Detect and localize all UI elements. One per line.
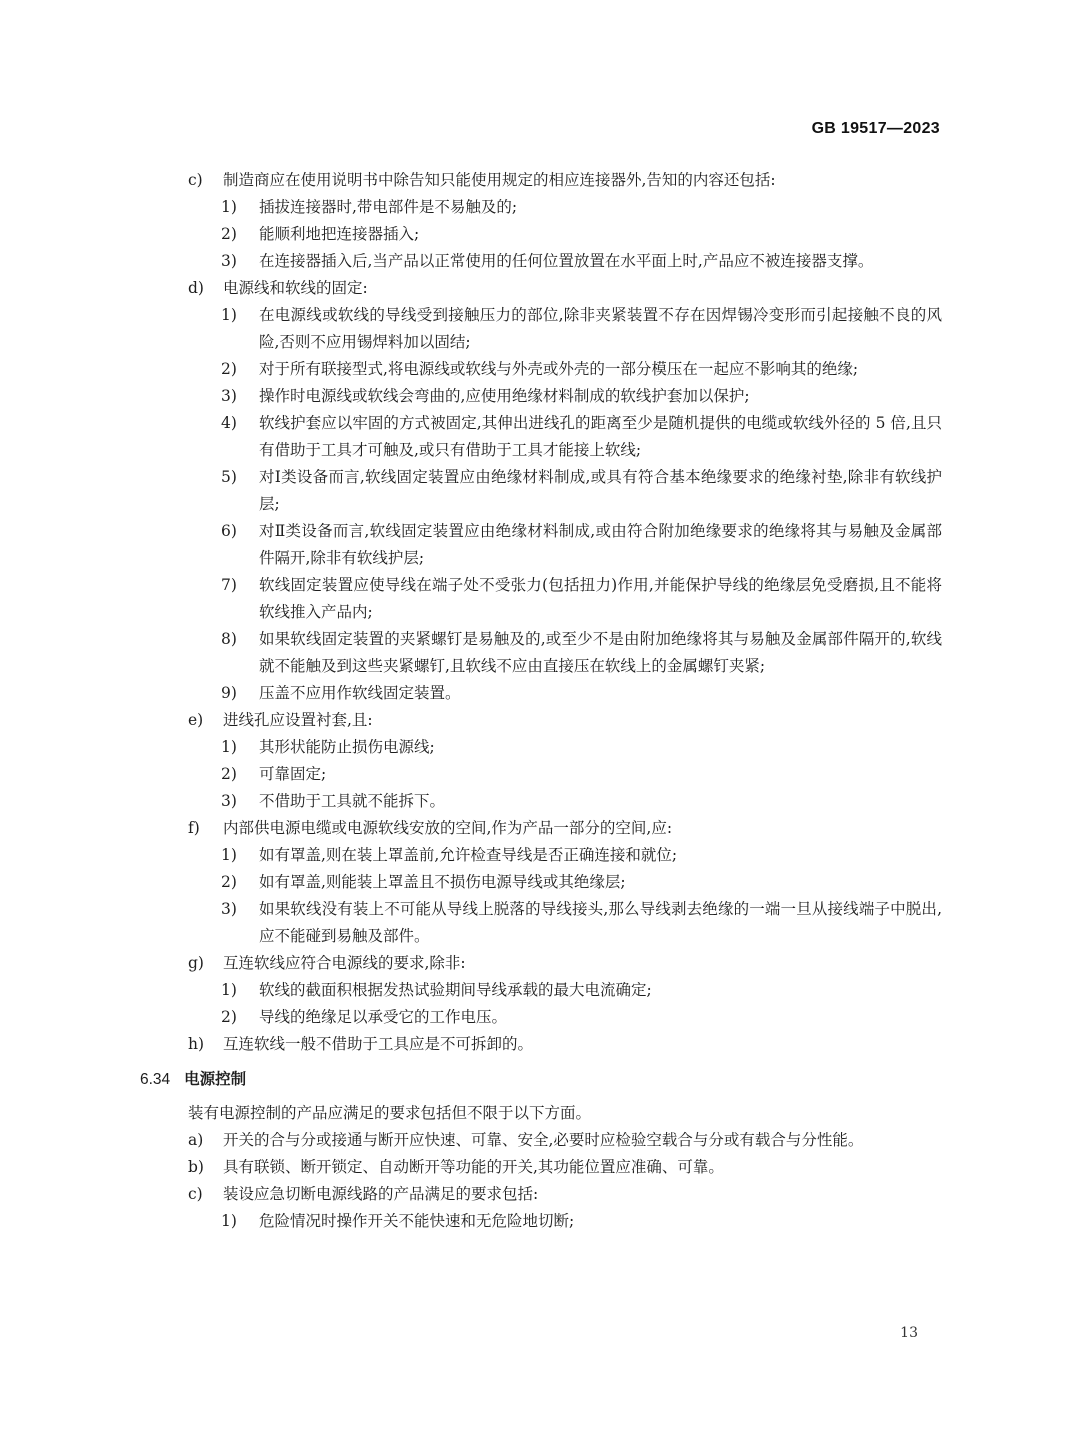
sub-item-label: 5) <box>221 468 237 486</box>
sub-item-text: 在连接器插入后,当产品以正常使用的任何位置放置在水平面上时,产品应不被连接器支撑。 <box>259 252 874 270</box>
sub-item <box>140 383 942 410</box>
item-text: 互连软线一般不借助于工具应是不可拆卸的。 <box>223 1035 534 1053</box>
sub-item-text: 可靠固定; <box>259 765 327 783</box>
sub-item-text: 软线护套应以牢固的方式被固定,其伸出进线孔的距离至少是随机提供的电缆或软线外径的 5 倍,且只有借助于工具才可触及,或只有借助于工具才能接上软线; <box>259 414 942 459</box>
list-item-c <box>140 1181 942 1208</box>
item-label: a) <box>188 1131 204 1149</box>
sub-item <box>140 1004 942 1031</box>
sub-item-label: 6) <box>221 522 237 540</box>
item-label: f) <box>188 819 200 837</box>
sub-item-label: 3) <box>221 252 237 270</box>
sub-item-label: 2) <box>221 1008 237 1026</box>
sub-item-label: 7) <box>221 576 237 594</box>
sub-item-text: 对Ⅰ类设备而言,软线固定装置应由绝缘材料制成,或具有符合基本绝缘要求的绝缘衬垫,除非有软线护层; <box>259 468 942 513</box>
item-text: 电源线和软线的固定: <box>223 279 368 297</box>
sub-item-label: 1) <box>221 198 237 216</box>
sub-item <box>140 464 942 518</box>
list-item-a <box>140 1127 942 1154</box>
sub-item <box>140 869 942 896</box>
section-number: 6.34 <box>140 1071 171 1088</box>
sub-item-text: 如果软线固定装置的夹紧螺钉是易触及的,或至少不是由附加绝缘将其与易触及金属部件隔开的,软线就不能触及到这些夹紧螺钉,且软线不应由直接压在软线上的金属螺钉夹紧; <box>259 630 942 675</box>
sub-item-label: 1) <box>221 1212 237 1230</box>
sub-item-label: 3) <box>221 792 237 810</box>
sub-item <box>140 977 942 1004</box>
sub-item-text: 软线固定装置应使导线在端子处不受张力(包括扭力)作用,并能保护导线的绝缘层免受磨损,且不能将软线推入产品内; <box>259 576 942 621</box>
sub-item <box>140 788 942 815</box>
item-text: 互连软线应符合电源线的要求,除非: <box>223 954 466 972</box>
sub-item <box>140 734 942 761</box>
sub-item <box>140 221 942 248</box>
sub-item-label: 2) <box>221 873 237 891</box>
list-item-e <box>140 707 942 734</box>
sub-item-label: 2) <box>221 765 237 783</box>
list-item-f <box>140 815 942 842</box>
item-text: 装设应急切断电源线路的产品满足的要求包括: <box>223 1185 539 1203</box>
sub-item-text: 导线的绝缘足以承受它的工作电压。 <box>259 1008 508 1026</box>
sub-item-label: 2) <box>221 360 237 378</box>
sub-item-text: 如有罩盖,则能装上罩盖且不损伤电源导线或其绝缘层; <box>259 873 626 891</box>
standard-number: GB 19517—2023 <box>811 120 940 137</box>
sub-item-label: 9) <box>221 684 237 702</box>
sub-item-label: 1) <box>221 738 237 756</box>
sub-item <box>140 1208 942 1235</box>
sub-item <box>140 518 942 572</box>
sub-item <box>140 896 942 950</box>
sub-item-text: 对Ⅱ类设备而言,软线固定装置应由绝缘材料制成,或由符合附加绝缘要求的绝缘将其与易触及金属部件隔开,除非有软线护层; <box>259 522 942 567</box>
page-number: 13 <box>900 1325 918 1341</box>
sub-item <box>140 302 942 356</box>
list-item-b <box>140 1154 942 1181</box>
sub-item-text: 操作时电源线或软线会弯曲的,应使用绝缘材料制成的软线护套加以保护; <box>259 387 750 405</box>
sub-item <box>140 194 942 221</box>
sub-item-label: 3) <box>221 900 237 918</box>
sub-item-text: 不借助于工具就不能拆下。 <box>259 792 446 810</box>
item-label: b) <box>188 1158 204 1176</box>
sub-item-text: 对于所有联接型式,将电源线或软线与外壳或外壳的一部分模压在一起应不影响其的绝缘; <box>259 360 859 378</box>
sub-item-text: 如果软线没有装上不可能从导线上脱落的导线接头,那么导线剥去绝缘的一端一旦从接线端子中脱出,应不能碰到易触及部件。 <box>259 900 942 945</box>
sub-item-text: 压盖不应用作软线固定装置。 <box>259 684 461 702</box>
list-item-d <box>140 275 942 302</box>
item-label: c) <box>188 1185 203 1203</box>
sub-item-label: 8) <box>221 630 237 648</box>
sub-item-label: 2) <box>221 225 237 243</box>
item-label: d) <box>188 279 204 297</box>
sub-item <box>140 572 942 626</box>
document-body <box>140 167 942 1235</box>
sub-item <box>140 410 942 464</box>
item-text: 进线孔应设置衬套,且: <box>223 711 373 729</box>
sub-item-text: 在电源线或软线的导线受到接触压力的部位,除非夹紧装置不存在因焊锡冷变形而引起接触不良的风险,否则不应用锡焊料加以固结; <box>259 306 942 351</box>
sub-item <box>140 680 942 707</box>
sub-item-label: 1) <box>221 306 237 324</box>
item-label: h) <box>188 1035 205 1053</box>
item-text: 内部供电源电缆或电源软线安放的空间,作为产品一部分的空间,应: <box>223 819 673 837</box>
section-intro: 装有电源控制的产品应满足的要求包括但不限于以下方面。 <box>188 1104 592 1122</box>
list-item-g <box>140 950 942 977</box>
section-title: 电源控制 <box>184 1071 247 1088</box>
sub-item <box>140 356 942 383</box>
section-heading <box>140 1064 942 1096</box>
sub-item-text: 能顺利地把连接器插入; <box>259 225 420 243</box>
list-item-h <box>140 1031 942 1058</box>
sub-item-text: 如有罩盖,则在装上罩盖前,允许检查导线是否正确连接和就位; <box>259 846 678 864</box>
sub-item <box>140 626 942 680</box>
sub-item-label: 4) <box>221 414 237 432</box>
sub-item-text: 软线的截面积根据发热试验期间导线承载的最大电流确定; <box>259 981 652 999</box>
sub-item-text: 其形状能防止损伤电源线; <box>259 738 435 756</box>
item-text: 具有联锁、断开锁定、自动断开等功能的开关,其功能位置应准确、可靠。 <box>223 1158 724 1176</box>
list-item-c <box>140 167 942 194</box>
sub-item-text: 插拔连接器时,带电部件是不易触及的; <box>259 198 518 216</box>
sub-item-text: 危险情况时操作开关不能快速和无危险地切断; <box>259 1212 575 1230</box>
item-label: g) <box>188 954 204 972</box>
item-label: c) <box>188 171 203 189</box>
sub-item <box>140 248 942 275</box>
item-label: e) <box>188 711 204 729</box>
sub-item-label: 1) <box>221 846 237 864</box>
sub-item-label: 1) <box>221 981 237 999</box>
sub-item <box>140 842 942 869</box>
item-text: 开关的合与分或接通与断开应快速、可靠、安全,必要时应检验空载合与分或有载合与分性能。 <box>223 1131 864 1149</box>
item-text: 制造商应在使用说明书中除告知只能使用规定的相应连接器外,告知的内容还包括: <box>223 171 776 189</box>
sub-item <box>140 761 942 788</box>
sub-item-label: 3) <box>221 387 237 405</box>
